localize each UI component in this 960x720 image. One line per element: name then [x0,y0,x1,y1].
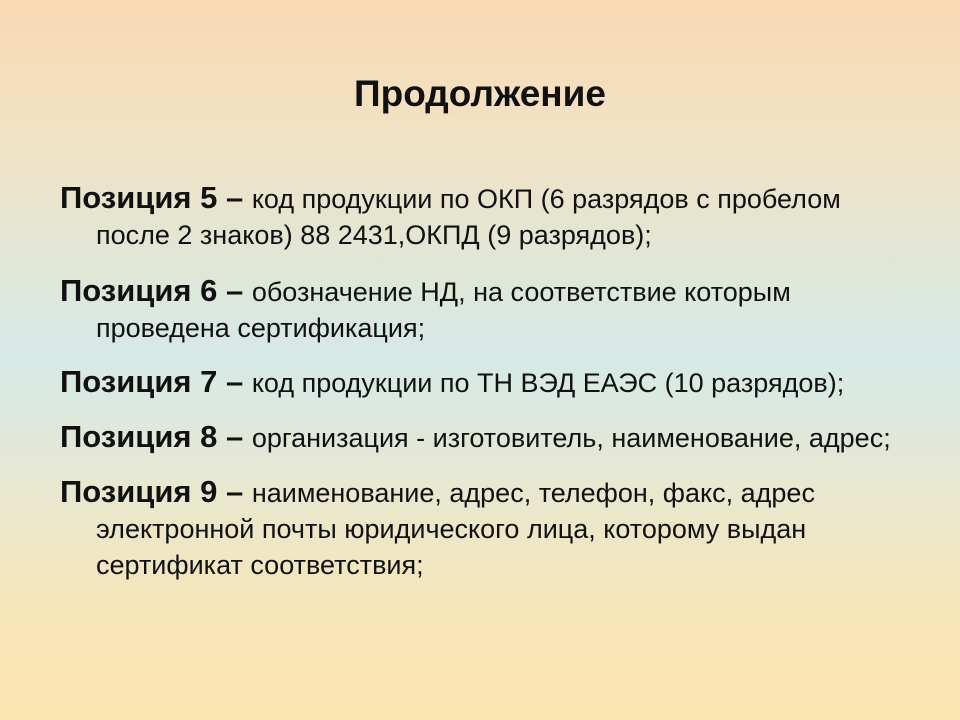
position-item-5 [60,180,900,253]
position-description: код продукции по ТН ВЭД ЕАЭС (10 разрядов); [251,368,845,398]
position-label: Позиция 7 [60,364,218,399]
position-label: Позиция 8 [60,419,218,454]
position-label: Позиция 5 [60,180,218,215]
position-dash: – [217,474,252,509]
position-dash: – [217,364,252,399]
position-description: наименование, адрес, телефон, факс, адрес электронной почты юридического лица, которому выдан сертификат соответствия; [96,478,815,580]
position-item-8 [60,419,900,456]
slide-title: Продолжение [354,73,606,114]
position-label: Позиция 6 [60,273,218,308]
position-item-7 [60,364,900,401]
position-description: организация - изготовитель, наименование, адрес; [251,423,891,453]
position-dash: – [217,273,252,308]
position-label: Позиция 9 [60,474,218,509]
position-dash: – [217,180,252,215]
position-description: код продукции по ОКП (6 разрядов с пробелом после 2 знаков) 88 2431,ОКПД (9 разрядов); [96,184,841,250]
position-item-9 [60,474,900,583]
position-description: обозначение НД, на соответствие которым проведена сертификация; [96,277,791,343]
position-list [60,180,900,601]
position-item-6 [60,273,900,346]
position-dash: – [217,419,252,454]
